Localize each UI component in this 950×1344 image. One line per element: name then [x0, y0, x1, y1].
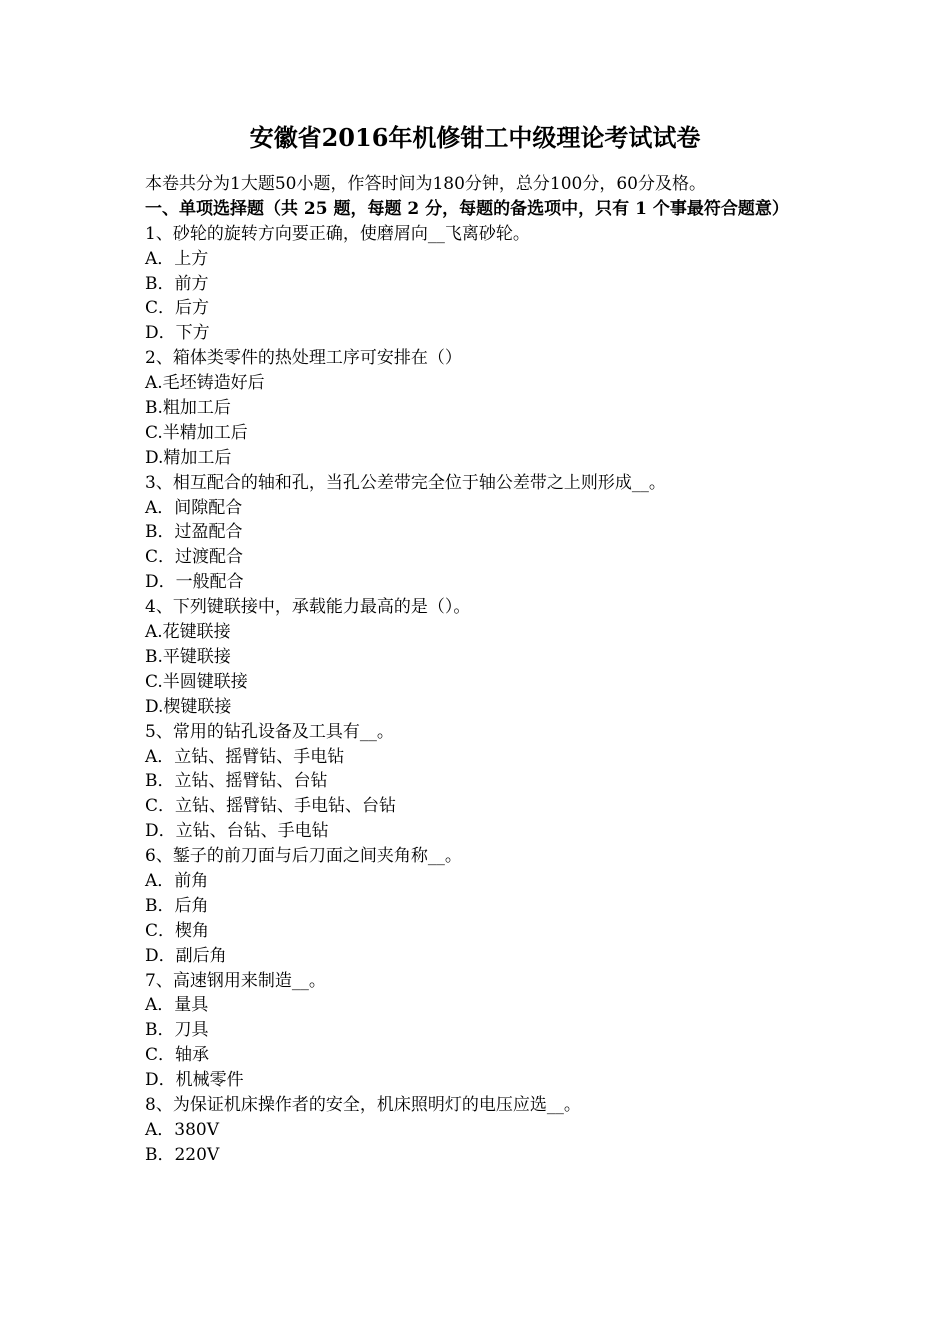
option-b: B．刀具 [145, 1020, 209, 1041]
option-a: A．上方 [145, 248, 209, 269]
option-b: B.粗加工后 [145, 398, 231, 419]
question-block [145, 969, 825, 1093]
option-c: C．轴承 [145, 1045, 210, 1066]
option-a: A．间隙配合 [145, 497, 243, 518]
document-title: 安徽省2016年机修钳工中级理论考试试卷 [249, 123, 701, 152]
option-a: A．量具 [145, 995, 209, 1016]
option-b: B．220V [145, 1144, 220, 1165]
option-b: B．立钻、摇臂钻、台钻 [145, 771, 328, 792]
option-c: C.半精加工后 [145, 422, 248, 443]
question-block [145, 720, 825, 844]
option-c: C．楔角 [145, 920, 210, 941]
option-c: C.半圆键联接 [145, 671, 248, 692]
question-block [145, 595, 825, 719]
option-c: C．立钻、摇臂钻、手电钻、台钻 [145, 796, 397, 817]
option-b: B．过盈配合 [145, 522, 243, 543]
option-a: A．立钻、摇臂钻、手电钻 [145, 746, 345, 767]
option-b: B．前方 [145, 273, 209, 294]
question-block [145, 346, 825, 470]
option-b: B.平键联接 [145, 646, 231, 667]
question-text: 6、錾子的前刀面与后刀面之间夹角称__。 [145, 846, 462, 867]
option-d: D．下方 [145, 323, 210, 344]
question-text: 8、为保证机床操作者的安全，机床照明灯的电压应选__。 [145, 1094, 581, 1115]
section-heading: 一、单项选择题（共 25 题，每题 2 分，每题的备选项中，只有 1 个事最符合题意） [145, 198, 789, 219]
question-text: 5、常用的钻孔设备及工具有__。 [145, 721, 394, 742]
option-d: D.楔键联接 [145, 696, 232, 717]
question-text: 3、相互配合的轴和孔，当孔公差带完全位于轴公差带之上则形成__。 [145, 472, 666, 493]
option-d: D．立钻、台钻、手电钻 [145, 821, 329, 842]
question-block [145, 1093, 825, 1168]
option-c: C．过渡配合 [145, 547, 244, 568]
option-c: C．后方 [145, 298, 210, 319]
option-a: A．380V [145, 1119, 220, 1140]
document-body [145, 172, 825, 1168]
question-text: 2、箱体类零件的热处理工序可安排在（） [145, 348, 462, 369]
option-a: A．前角 [145, 870, 209, 891]
question-block [145, 222, 825, 346]
option-b: B．后角 [145, 895, 209, 916]
option-d: D.精加工后 [145, 447, 232, 468]
question-text: 1、砂轮的旋转方向要正确，使磨屑向__飞离砂轮。 [145, 223, 530, 244]
exam-intro: 本卷共分为1大题50小题，作答时间为180分钟，总分100分，60分及格。 [145, 174, 706, 194]
question-text: 4、下列键联接中，承载能力最高的是（）。 [145, 597, 471, 618]
question-block [145, 844, 825, 968]
option-d: D．机械零件 [145, 1070, 244, 1091]
option-d: D．副后角 [145, 945, 227, 966]
option-d: D．一般配合 [145, 572, 244, 593]
question-block [145, 471, 825, 595]
option-a: A.毛坯铸造好后 [145, 373, 265, 394]
option-a: A.花键联接 [145, 622, 231, 643]
question-text: 7、高速钢用来制造__。 [145, 970, 326, 991]
